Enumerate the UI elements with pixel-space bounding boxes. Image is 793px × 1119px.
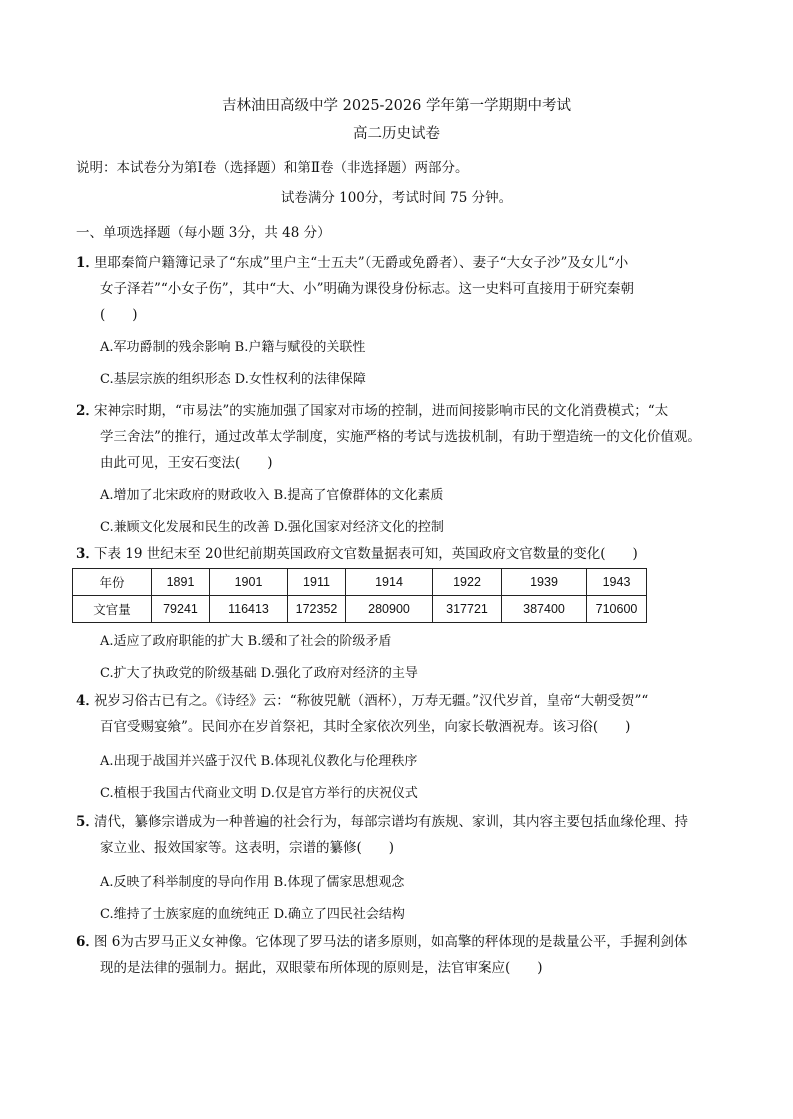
question-4 (76, 688, 648, 714)
exam-title: 吉林油田高级中学 2025-2026 学年第一学期期中考试 (222, 98, 571, 114)
section-heading: 一、单项选择题（每小题 3分，共 48 分） (76, 225, 331, 241)
table-header-row (73, 569, 647, 596)
table-cell: 710600 (587, 596, 647, 623)
question-line: 女子泽若”“小女子伤”，其中“大、小”明确为课役身份标志。这一史料可直接用于研究秦朝 (100, 281, 635, 297)
question-number: 4． (76, 693, 99, 709)
question-line: 宋神宗时期，“市易法”的实施加强了国家对市场的控制，进而间接影响市民的文化消费模式；“太 (94, 403, 669, 419)
question-options: A.军功爵制的残余影响 B.户籍与赋役的关联性 (100, 340, 366, 355)
exam-subtitle: 高二历史试卷 (353, 126, 440, 142)
question-options: C.兼顾文化发展和民生的改善 D.强化国家对经济文化的控制 (100, 520, 444, 535)
question-line: 下表 19 世纪末至 20世纪前期英国政府文官数量据表可知，英国政府文官数量的变化( ) (94, 546, 638, 562)
question-line: 百官受赐宴飨”。民间亦在岁首祭祀，其时全家依次列坐，向家长敬酒祝寿。该习俗( ) (100, 719, 631, 735)
table-cell: 172352 (288, 596, 346, 623)
table-cell: 1914 (346, 569, 433, 596)
question-line: 清代，纂修宗谱成为一种普遍的社会行为，每部宗谱均有族规、家训，其内容主要包括血缘伦理、持 (94, 814, 688, 830)
question-options: C.植根于我国古代商业文明 D.仅是官方举行的庆祝仪式 (100, 786, 418, 801)
civil-servant-table (72, 568, 647, 623)
question-line: 由此可见，王安石变法( ) (100, 455, 273, 471)
table-cell: 280900 (346, 596, 433, 623)
table-cell: 116413 (210, 596, 288, 623)
question-options: A.出现于战国并兴盛于汉代 B.体现礼仪教化与伦理秩序 (100, 754, 418, 769)
table-cell: 年份 (73, 569, 152, 596)
question-options: A.反映了科举制度的导向作用 B.体现了儒家思想观念 (100, 875, 405, 890)
exam-note-score: 试卷满分 100分，考试时间 75 分钟。 (280, 190, 513, 206)
question-line: 家立业、报效国家等。这表明，宗谱的纂修( ) (100, 840, 395, 856)
table-cell: 1891 (152, 569, 210, 596)
table-cell: 1922 (433, 569, 502, 596)
table-cell: 387400 (502, 596, 587, 623)
question-6 (76, 929, 687, 955)
answer-blank: ( ) (100, 307, 138, 323)
question-number: 6． (76, 934, 99, 950)
question-1 (76, 250, 628, 276)
question-number: 1． (76, 255, 99, 271)
question-number: 2． (76, 403, 99, 419)
question-2 (76, 398, 668, 424)
question-number: 3． (76, 546, 99, 562)
question-options: C.维持了士族家庭的血统纯正 D.确立了四民社会结构 (100, 907, 405, 922)
table-cell: 文官量 (73, 596, 152, 623)
table-cell: 1901 (210, 569, 288, 596)
table-cell: 1943 (587, 569, 647, 596)
question-options: C.扩大了执政党的阶级基础 D.强化了政府对经济的主导 (100, 666, 418, 681)
question-5 (76, 809, 688, 835)
question-line: 里耶秦简户籍簿记录了“东成”里户主“士五夫”（无爵或免爵者）、妻子“大女子沙”及女儿“小 (94, 255, 629, 271)
question-line: 现的是法律的强制力。据此，双眼蒙布所体现的原则是，法官审案应( ) (100, 960, 543, 976)
exam-note: 说明：本试卷分为第Ⅰ卷（选择题）和第Ⅱ卷（非选择题）两部分。 (76, 160, 469, 176)
question-number: 5． (76, 814, 99, 830)
question-options: C.基层宗族的组织形态 D.女性权利的法律保障 (100, 372, 366, 387)
question-line: 学三舍法”的推行，通过改革太学制度，实施严格的考试与选拔机制，有助于塑造统一的文化价值观。 (100, 429, 701, 445)
question-options: A.增加了北宋政府的财政收入 B.提高了官僚群体的文化素质 (100, 488, 444, 503)
table-cell: 1911 (288, 569, 346, 596)
table-row (73, 596, 647, 623)
question-options: A.适应了政府职能的扩大 B.缓和了社会的阶级矛盾 (100, 634, 392, 649)
table-cell: 1939 (502, 569, 587, 596)
table-cell: 317721 (433, 596, 502, 623)
question-line: 祝岁习俗古已有之。《诗经》云：“称彼兕觥（酒杯），万寿无疆。”汉代岁首，皇帝“大朝受贺”“ (94, 693, 649, 709)
question-line: 图 6为古罗马正义女神像。它体现了罗马法的诸多原则，如高擎的秤体现的是裁量公平，手握利剑体 (94, 934, 688, 950)
question-3 (76, 541, 638, 567)
table-cell: 79241 (152, 596, 210, 623)
